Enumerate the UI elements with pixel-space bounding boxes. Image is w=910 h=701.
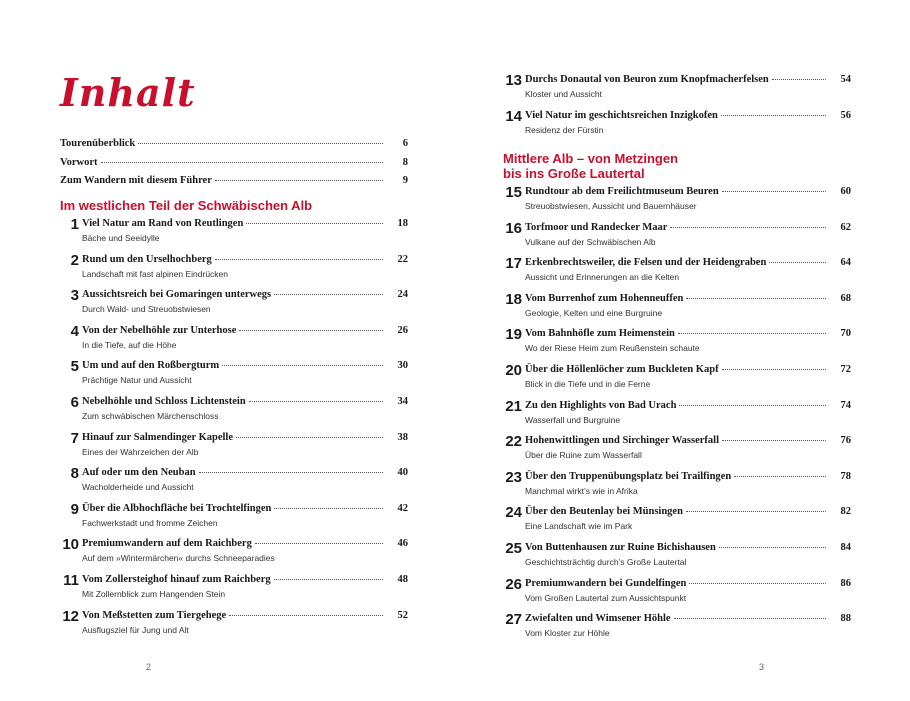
tour-subtitle: Landschaft mit fast alpinen Eindrücken — [82, 268, 229, 279]
tour-body — [82, 572, 408, 600]
dot-leader — [769, 262, 826, 263]
tour-title-row — [525, 469, 851, 484]
dot-leader — [246, 223, 383, 224]
tour-number: 18 — [505, 290, 522, 308]
page-number: 72 — [840, 363, 851, 375]
tour-title: Vom Zollersteighof hinauf zum Raichberg — [82, 573, 271, 585]
page-number: 46 — [397, 538, 408, 550]
tour-title-row — [525, 540, 851, 555]
tour-title-row — [525, 398, 851, 413]
tour-title-row — [525, 362, 851, 377]
tour-title: Rundtour ab dem Freilichtmuseum Beuren — [525, 186, 719, 197]
tour-subtitle: Prächtige Natur und Aussicht — [82, 375, 192, 386]
tour-subtitle: Wo der Riese Heim zum Reußenstein schaute — [525, 343, 700, 354]
tour-subtitle: Mit Zollernblick zum Hangenden Stein — [82, 588, 226, 599]
tour-title-row — [525, 255, 851, 270]
tour-number: 15 — [505, 184, 522, 201]
front-matter-label: Vorwort — [60, 156, 98, 168]
tour-number: 1 — [70, 216, 79, 233]
tour-title-row — [82, 323, 408, 338]
tour-title: Über den Beutenlay bei Münsingen — [525, 506, 683, 518]
tour-title: Rund um den Urselhochberg — [82, 253, 212, 265]
tour-number: 4 — [70, 322, 79, 340]
tour-subtitle: Über die Ruine zum Wasserfall — [525, 450, 642, 461]
tour-number: 11 — [63, 571, 79, 589]
tour-title-row — [82, 465, 408, 480]
tour-body — [82, 323, 408, 351]
page-number: 60 — [840, 186, 851, 197]
tour-title-row — [82, 287, 408, 302]
dot-leader — [734, 476, 826, 477]
dot-leader — [678, 333, 826, 334]
tour-body — [82, 287, 408, 315]
tour-body — [82, 252, 408, 280]
dot-leader — [138, 143, 383, 144]
dot-leader — [199, 472, 383, 473]
dot-leader — [670, 227, 826, 228]
tour-entry[interactable] — [60, 572, 408, 608]
tour-title: Hinauf zur Salmendinger Kapelle — [82, 431, 233, 443]
page-number: 54 — [840, 74, 851, 85]
tour-number: 26 — [505, 575, 522, 593]
tour-number: 14 — [505, 107, 522, 125]
tour-subtitle: Zum schwäbischen Märchenschloss — [82, 410, 219, 421]
tour-title: Erkenbrechtsweiler, die Felsen und der Heidengraben — [525, 257, 767, 269]
dot-leader — [674, 618, 826, 619]
page-number: 48 — [397, 573, 408, 585]
tour-title-row — [525, 184, 851, 199]
dot-leader — [274, 579, 383, 580]
tour-body — [525, 108, 851, 136]
tour-list-middle — [503, 184, 851, 647]
tour-number: 8 — [70, 465, 79, 483]
tour-title-row — [525, 220, 851, 235]
dot-leader — [236, 437, 383, 438]
tour-subtitle: Blick in die Tiefe und in die Ferne — [525, 378, 651, 389]
page-number: 84 — [840, 541, 851, 553]
page-number: 52 — [397, 609, 408, 621]
page-number: 56 — [840, 109, 851, 121]
page-number: 88 — [840, 613, 851, 625]
page-number: 70 — [840, 328, 851, 340]
tour-entry[interactable] — [60, 287, 408, 323]
tour-entry[interactable] — [60, 536, 408, 572]
tour-entry[interactable] — [503, 576, 851, 612]
tour-title-row — [82, 536, 408, 551]
tour-body — [525, 255, 851, 283]
section-heading-line: Mittlere Alb – von Metzingen — [503, 151, 679, 166]
tour-title: Viel Natur am Rand von Reutlingen — [82, 218, 244, 229]
tour-entry[interactable] — [503, 108, 851, 144]
front-matter-list — [60, 138, 408, 194]
tour-title: Vom Bahnhöfle zum Heimenstein — [525, 328, 675, 340]
dot-leader — [101, 162, 383, 163]
front-matter-label: Zum Wandern mit diesem Führer — [60, 175, 212, 186]
dot-leader — [215, 259, 383, 260]
tour-body — [525, 504, 851, 532]
dot-leader — [679, 405, 826, 406]
tour-number: 16 — [505, 219, 522, 237]
tour-title: Zwiefalten und Wimsener Höhle — [525, 613, 671, 625]
tour-title-row — [82, 572, 408, 587]
tour-entry[interactable] — [60, 252, 408, 288]
tour-title: Von Buttenhausen zur Ruine Bichishausen — [525, 541, 716, 553]
tour-entry[interactable] — [60, 358, 408, 394]
dot-leader — [229, 615, 383, 616]
tour-subtitle: Vom Großen Lautertal zum Aussichtspunkt — [525, 592, 687, 603]
tour-body — [525, 469, 851, 497]
tour-number: 27 — [505, 611, 522, 629]
page-number: 82 — [840, 506, 851, 518]
tour-list-continued — [503, 72, 851, 143]
tour-subtitle: Wacholderheide und Aussicht — [82, 482, 194, 493]
tour-entry[interactable] — [503, 220, 851, 256]
tour-title-row — [525, 108, 851, 123]
tour-entry[interactable] — [503, 291, 851, 327]
tour-title: Um und auf den Roßbergturm — [82, 360, 220, 372]
page-folio-right: 3 — [759, 662, 765, 672]
tour-title: Durchs Donautal von Beuron zum Knopfmacherfelsen — [525, 74, 769, 85]
page-number: 74 — [840, 399, 851, 411]
tour-title: Von der Nebelhöhle zur Unterhose — [82, 324, 237, 336]
tour-subtitle: Eines der Wahrzeichen der Alb — [82, 446, 199, 457]
dot-leader — [222, 365, 383, 366]
tour-body — [525, 362, 851, 390]
section-heading-line: bis ins Große Lautertal — [503, 166, 645, 181]
tour-number: 25 — [505, 539, 522, 557]
tour-body — [82, 394, 408, 422]
tour-body — [525, 540, 851, 568]
tour-entry[interactable] — [60, 323, 408, 359]
tour-number: 2 — [70, 251, 79, 269]
tour-entry[interactable] — [60, 430, 408, 466]
tour-entry[interactable] — [503, 184, 851, 220]
tour-title-row — [82, 358, 408, 373]
tour-subtitle: Geologie, Kelten und eine Burgruine — [525, 307, 663, 318]
front-matter-row[interactable] — [60, 175, 408, 194]
page-number: 78 — [840, 470, 851, 482]
tour-subtitle: Kloster und Aussicht — [525, 89, 603, 99]
dot-leader — [274, 294, 383, 295]
tour-title: Nebelhöhle und Schloss Lichtenstein — [82, 395, 246, 407]
dot-leader — [722, 191, 826, 192]
page-number: 76 — [840, 435, 851, 447]
front-matter-row[interactable] — [60, 157, 408, 176]
dot-leader — [689, 583, 826, 584]
tour-entry[interactable] — [503, 326, 851, 362]
tour-title-row — [525, 611, 851, 626]
tour-title: Hohenwittlingen und Sirchinger Wasserfall — [525, 435, 719, 447]
tour-subtitle: Streuobstwiesen, Aussicht und Bauernhäuser — [525, 201, 697, 211]
tour-number: 5 — [70, 358, 79, 376]
page-number: 34 — [397, 395, 408, 407]
page-number: 30 — [397, 360, 408, 372]
tour-title-row — [82, 252, 408, 267]
tour-title: Auf oder um den Neuban — [82, 467, 196, 479]
tour-title-row — [525, 576, 851, 591]
tour-entry[interactable] — [503, 469, 851, 505]
tour-title: Viel Natur im geschichtsreichen Inzigkofen — [525, 109, 718, 121]
page-number: 9 — [402, 175, 408, 186]
tour-entry[interactable] — [503, 540, 851, 576]
tour-title: Über die Albhochfläche bei Trochtelfingen — [82, 502, 272, 514]
dot-leader — [722, 369, 826, 370]
tour-entry[interactable] — [503, 72, 851, 108]
tour-body — [525, 398, 851, 426]
tour-title-row — [525, 504, 851, 519]
tour-title: Von Meßstetten zum Tiergehege — [82, 609, 227, 621]
dot-leader — [274, 508, 383, 509]
tour-title: Zu den Highlights von Bad Urach — [525, 399, 677, 411]
page-number: 86 — [840, 577, 851, 589]
tour-number: 3 — [70, 287, 79, 305]
tour-title-row — [82, 430, 408, 445]
right-page — [455, 0, 910, 701]
tour-list-west — [60, 216, 408, 643]
tour-subtitle: Residenz der Fürstin — [525, 124, 604, 135]
tour-body — [525, 72, 851, 100]
tour-entry[interactable] — [503, 398, 851, 434]
tour-title-row — [525, 433, 851, 448]
tour-body — [82, 465, 408, 493]
dot-leader — [239, 330, 383, 331]
page-number: 38 — [397, 431, 408, 443]
tour-entry[interactable] — [60, 216, 408, 252]
tour-subtitle: Vom Kloster zur Höhle — [525, 628, 610, 639]
tour-body — [525, 291, 851, 319]
tour-title: Aussichtsreich bei Gomaringen unterwegs — [82, 289, 272, 301]
tour-number: 12 — [62, 607, 79, 625]
tour-body — [82, 536, 408, 564]
dot-leader — [215, 180, 383, 181]
section-heading-west: Im westlichen Teil der Schwäbischen Alb — [60, 198, 313, 213]
tour-title: Über die Höllenlöcher zum Buckleten Kapf — [525, 363, 719, 375]
tour-subtitle: Aussicht und Erinnerungen an die Kelten — [525, 272, 680, 283]
tour-entry[interactable] — [60, 608, 408, 644]
tour-body — [525, 611, 851, 639]
page-number: 26 — [397, 324, 408, 336]
tour-title-row — [82, 501, 408, 516]
tour-subtitle: Bäche und Seeidylle — [82, 233, 160, 243]
tour-subtitle: Ausflugsziel für Jung und Alt — [82, 624, 189, 635]
tour-body — [525, 576, 851, 604]
tour-body — [525, 184, 851, 212]
tour-entry[interactable] — [60, 394, 408, 430]
tour-title-row — [525, 326, 851, 341]
tour-body — [525, 220, 851, 248]
tour-entry[interactable] — [60, 501, 408, 537]
tour-entry[interactable] — [503, 504, 851, 540]
tour-title-row — [82, 394, 408, 409]
tour-subtitle: Fachwerkstadt und fromme Zeichen — [82, 517, 218, 528]
page-number: 64 — [840, 257, 851, 269]
tour-number: 21 — [505, 397, 522, 415]
tour-body — [82, 430, 408, 458]
tour-number: 24 — [505, 504, 522, 522]
tour-subtitle: Geschichtsträchtig durch’s Große Lautertal — [525, 556, 687, 567]
tour-subtitle: In die Tiefe, auf die Höhe — [82, 339, 177, 350]
tour-number: 20 — [505, 361, 522, 379]
tour-number: 10 — [62, 536, 79, 554]
tour-title: Vom Burrenhof zum Hohenneuffen — [525, 292, 684, 304]
dot-leader — [722, 440, 826, 441]
tour-title-row — [525, 291, 851, 306]
tour-subtitle: Eine Landschaft wie im Park — [525, 521, 633, 532]
dot-leader — [686, 511, 826, 512]
tour-entry[interactable] — [503, 362, 851, 398]
section-heading-middle — [503, 151, 803, 181]
dot-leader — [686, 298, 826, 299]
page-number: 40 — [397, 467, 408, 479]
dot-leader — [721, 115, 826, 116]
tour-subtitle: Vulkane auf der Schwäbischen Alb — [525, 236, 656, 247]
tour-entry[interactable] — [503, 255, 851, 291]
tour-number: 23 — [505, 468, 522, 486]
dot-leader — [719, 547, 826, 548]
tour-body — [82, 216, 408, 244]
tour-number: 7 — [70, 429, 79, 447]
tour-body — [82, 501, 408, 529]
tour-title: Torfmoor und Randecker Maar — [525, 221, 668, 233]
tour-body — [82, 608, 408, 636]
front-matter-row[interactable] — [60, 138, 408, 157]
tour-entry[interactable] — [60, 465, 408, 501]
tour-subtitle: Durch Wald- und Streuobstwiesen — [82, 304, 211, 315]
tour-title-row — [82, 216, 408, 231]
tour-title: Premiumwandern auf dem Raichberg — [82, 538, 252, 550]
dot-leader — [249, 401, 383, 402]
page-number: 18 — [397, 218, 408, 229]
tour-subtitle: Manchmal wirkt’s wie in Afrika — [525, 485, 638, 496]
tour-title-row — [525, 72, 851, 87]
tour-body — [82, 358, 408, 386]
tour-entry[interactable] — [503, 611, 851, 647]
tour-body — [525, 433, 851, 461]
tour-number: 13 — [505, 72, 522, 89]
page-number: 6 — [402, 138, 408, 149]
tour-subtitle: Wasserfall und Burgruine — [525, 414, 621, 425]
dot-leader — [255, 543, 383, 544]
tour-title: Premiumwandern bei Gundelfingen — [525, 577, 687, 589]
tour-subtitle: Auf dem »Wintermärchen« durchs Schneeparadies — [82, 553, 275, 564]
page-folio-left: 2 — [146, 662, 152, 672]
page-number: 42 — [397, 502, 408, 514]
page-number: 8 — [402, 156, 408, 168]
toc-title: Inhalt — [60, 70, 196, 115]
dot-leader — [772, 79, 826, 80]
front-matter-label: Tourenüberblick — [60, 138, 136, 149]
tour-title-row — [82, 608, 408, 623]
tour-entry[interactable] — [503, 433, 851, 469]
tour-number: 19 — [505, 326, 522, 344]
page-number: 22 — [397, 253, 408, 265]
page-number: 24 — [397, 289, 408, 301]
tour-title: Über den Truppenübungsplatz bei Trailfingen — [525, 470, 732, 482]
page-number: 62 — [840, 221, 851, 233]
tour-number: 9 — [70, 500, 79, 518]
tour-number: 17 — [505, 255, 522, 273]
page-number: 68 — [840, 292, 851, 304]
tour-number: 6 — [70, 393, 79, 411]
tour-body — [525, 326, 851, 354]
tour-number: 22 — [505, 433, 522, 451]
